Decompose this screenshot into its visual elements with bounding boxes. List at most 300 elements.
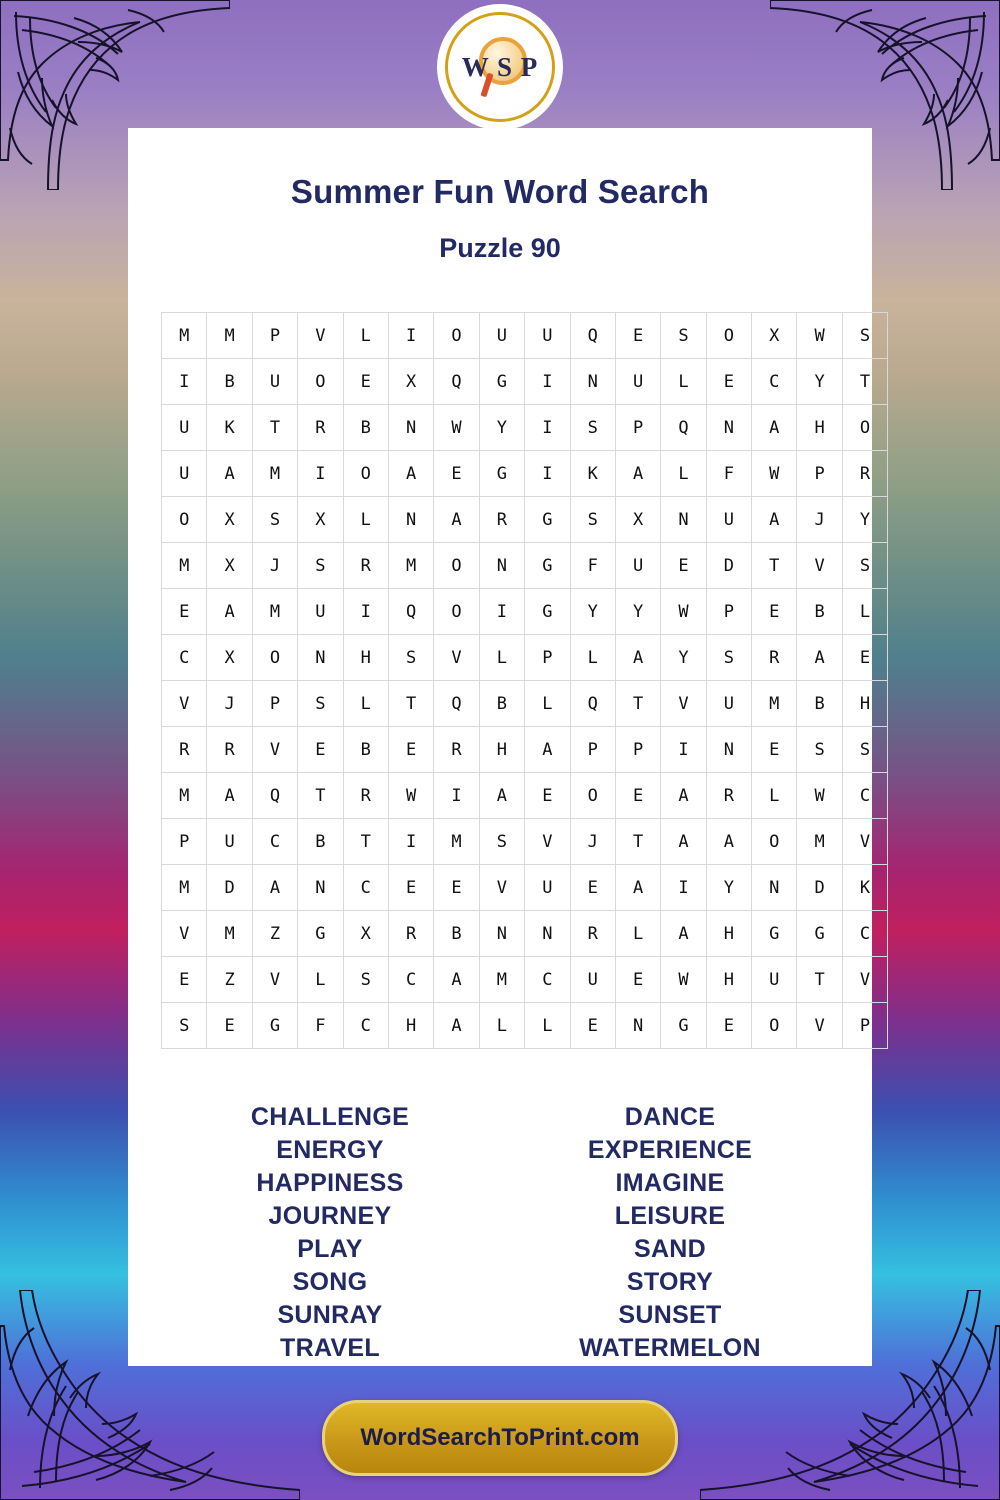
grid-cell[interactable]: E [752,727,797,773]
grid-cell[interactable]: L [343,313,388,359]
grid-cell[interactable]: W [797,773,842,819]
grid-cell[interactable]: S [842,543,887,589]
grid-cell[interactable]: I [661,727,706,773]
grid-cell[interactable]: W [661,957,706,1003]
website-badge[interactable] [322,1400,678,1476]
grid-cell[interactable]: U [252,359,297,405]
grid-cell[interactable]: U [525,313,570,359]
grid-cell[interactable]: E [615,313,660,359]
grid-cell[interactable]: X [207,635,252,681]
grid-cell[interactable]: J [252,543,297,589]
word-item[interactable]: EXPERIENCE [587,1136,753,1164]
grid-cell[interactable]: N [570,359,615,405]
grid-cell[interactable]: N [388,497,433,543]
grid-cell[interactable]: A [615,451,660,497]
grid-cell[interactable]: M [207,911,252,957]
grid-cell[interactable]: I [343,589,388,635]
grid-cell[interactable]: E [343,359,388,405]
grid-cell[interactable]: A [207,451,252,497]
grid-cell[interactable]: M [388,543,433,589]
grid-cell[interactable]: X [388,359,433,405]
grid-cell[interactable]: E [570,1003,615,1049]
grid-cell[interactable]: X [615,497,660,543]
grid-cell[interactable]: A [434,497,479,543]
grid-row [162,497,888,543]
grid-cell[interactable]: Q [434,359,479,405]
grid-cell[interactable]: R [162,727,207,773]
grid-cell[interactable]: T [252,405,297,451]
grid-cell[interactable]: H [706,957,751,1003]
grid-cell[interactable]: Q [661,405,706,451]
grid-cell[interactable]: L [298,957,343,1003]
grid-cell[interactable]: C [525,957,570,1003]
word-item[interactable]: SONG [292,1268,368,1296]
grid-cell[interactable]: Y [570,589,615,635]
grid-cell[interactable]: U [207,819,252,865]
grid-cell[interactable]: S [298,681,343,727]
grid-cell[interactable]: C [343,865,388,911]
grid-cell[interactable]: J [207,681,252,727]
grid-cell[interactable]: S [570,405,615,451]
grid-cell[interactable]: D [207,865,252,911]
grid-cell[interactable]: P [162,819,207,865]
grid-cell[interactable]: E [752,589,797,635]
grid-cell[interactable]: N [615,1003,660,1049]
grid-cell[interactable]: K [842,865,887,911]
letter-grid-body [162,313,888,1049]
grid-cell[interactable]: Y [842,497,887,543]
grid-cell[interactable]: P [252,313,297,359]
grid-cell[interactable]: H [706,911,751,957]
grid-cell[interactable]: D [797,865,842,911]
grid-cell[interactable]: P [842,1003,887,1049]
grid-cell[interactable]: C [252,819,297,865]
word-item[interactable]: TRAVEL [280,1334,380,1362]
grid-cell[interactable]: A [661,819,706,865]
grid-cell[interactable]: S [298,543,343,589]
grid-cell[interactable]: O [434,589,479,635]
grid-cell[interactable]: G [525,589,570,635]
word-item[interactable]: DANCE [624,1103,716,1131]
grid-cell[interactable]: S [388,635,433,681]
word-item[interactable]: WATERMELON [579,1334,761,1362]
grid-cell[interactable]: N [706,727,751,773]
grid-cell[interactable]: N [752,865,797,911]
grid-cell[interactable]: V [797,1003,842,1049]
grid-cell[interactable]: Y [706,865,751,911]
word-item[interactable]: JOURNEY [268,1202,392,1230]
grid-cell[interactable]: P [615,727,660,773]
grid-cell[interactable]: T [343,819,388,865]
grid-cell[interactable]: B [797,589,842,635]
word-item[interactable]: SUNRAY [277,1301,383,1329]
grid-cell[interactable]: R [479,497,524,543]
grid-cell[interactable]: R [207,727,252,773]
grid-cell[interactable]: E [615,773,660,819]
grid-cell[interactable]: L [479,1003,524,1049]
grid-cell[interactable]: L [479,635,524,681]
grid-cell[interactable]: A [434,1003,479,1049]
grid-cell[interactable]: Y [479,405,524,451]
grid-row [162,957,888,1003]
grid-row [162,451,888,497]
grid-cell[interactable]: L [570,635,615,681]
grid-cell[interactable]: B [343,405,388,451]
grid-cell[interactable]: I [525,359,570,405]
grid-row [162,865,888,911]
word-item[interactable]: SAND [633,1235,707,1263]
grid-cell[interactable]: B [343,727,388,773]
grid-cell[interactable]: P [706,589,751,635]
grid-cell[interactable]: R [343,543,388,589]
grid-cell[interactable]: D [706,543,751,589]
grid-row [162,773,888,819]
grid-cell[interactable]: V [797,543,842,589]
word-item[interactable]: LEISURE [614,1202,726,1230]
grid-cell[interactable]: L [661,451,706,497]
grid-cell[interactable]: C [343,1003,388,1049]
grid-cell[interactable]: V [252,957,297,1003]
grid-cell[interactable]: E [706,1003,751,1049]
grid-cell[interactable]: I [525,451,570,497]
word-item[interactable]: SUNSET [618,1301,722,1329]
grid-cell[interactable]: V [479,865,524,911]
grid-cell[interactable]: Q [570,681,615,727]
grid-cell[interactable]: A [706,819,751,865]
grid-cell[interactable]: G [298,911,343,957]
grid-row [162,1003,888,1049]
grid-cell[interactable]: U [298,589,343,635]
grid-cell[interactable]: R [388,911,433,957]
grid-cell[interactable]: F [570,543,615,589]
grid-cell[interactable]: R [434,727,479,773]
grid-row [162,405,888,451]
grid-cell[interactable]: M [252,589,297,635]
grid-cell[interactable]: E [706,359,751,405]
grid-cell[interactable]: R [570,911,615,957]
grid-cell[interactable]: L [842,589,887,635]
grid-cell[interactable]: S [162,1003,207,1049]
grid-cell[interactable]: A [615,635,660,681]
grid-cell[interactable]: X [343,911,388,957]
word-item[interactable]: HAPPINESS [256,1169,404,1197]
grid-cell[interactable]: B [298,819,343,865]
grid-cell[interactable]: H [479,727,524,773]
grid-cell[interactable]: U [706,681,751,727]
grid-cell[interactable]: M [752,681,797,727]
grid-cell[interactable]: O [752,819,797,865]
grid-cell[interactable]: P [525,635,570,681]
grid-cell[interactable]: P [615,405,660,451]
grid-row [162,635,888,681]
grid-cell[interactable]: M [162,543,207,589]
grid-cell[interactable]: R [706,773,751,819]
grid-cell[interactable]: Q [388,589,433,635]
grid-cell[interactable]: O [434,543,479,589]
grid-cell[interactable]: X [752,313,797,359]
grid-cell[interactable]: O [343,451,388,497]
grid-cell[interactable]: U [570,957,615,1003]
grid-cell[interactable]: G [525,497,570,543]
grid-cell[interactable]: L [661,359,706,405]
grid-cell[interactable]: G [525,543,570,589]
grid-cell[interactable]: V [842,819,887,865]
grid-cell[interactable]: U [615,359,660,405]
grid-cell[interactable]: I [388,313,433,359]
grid-cell[interactable]: P [252,681,297,727]
grid-cell[interactable]: Q [252,773,297,819]
grid-cell[interactable]: A [615,865,660,911]
grid-cell[interactable]: V [434,635,479,681]
grid-cell[interactable]: L [343,681,388,727]
grid-cell[interactable]: N [388,405,433,451]
grid-cell[interactable]: N [298,635,343,681]
word-item[interactable]: STORY [626,1268,714,1296]
grid-cell[interactable]: W [388,773,433,819]
grid-cell[interactable]: V [162,911,207,957]
grid-cell[interactable]: S [252,497,297,543]
grid-cell[interactable]: E [207,1003,252,1049]
grid-cell[interactable]: G [752,911,797,957]
grid-cell[interactable]: Q [434,681,479,727]
grid-cell[interactable]: B [434,911,479,957]
grid-cell[interactable]: N [479,911,524,957]
grid-cell[interactable]: A [661,773,706,819]
grid-cell[interactable]: E [842,635,887,681]
word-item[interactable]: PLAY [297,1235,363,1263]
word-item[interactable]: CHALLENGE [250,1103,410,1131]
grid-cell[interactable]: X [207,497,252,543]
grid-cell[interactable]: L [525,681,570,727]
grid-cell[interactable]: O [252,635,297,681]
grid-cell[interactable]: B [207,359,252,405]
grid-cell[interactable]: P [570,727,615,773]
grid-cell[interactable]: V [162,681,207,727]
grid-cell[interactable]: S [661,313,706,359]
grid-cell[interactable]: K [570,451,615,497]
grid-cell[interactable]: L [525,1003,570,1049]
letter-grid-container [161,312,871,1049]
grid-cell[interactable]: F [706,451,751,497]
grid-cell[interactable]: H [797,405,842,451]
grid-cell[interactable]: U [162,451,207,497]
grid-cell[interactable]: A [207,773,252,819]
grid-cell[interactable]: S [479,819,524,865]
logo-badge [441,8,559,126]
grid-cell[interactable]: G [661,1003,706,1049]
grid-cell[interactable]: A [434,957,479,1003]
grid-cell[interactable]: T [615,819,660,865]
grid-cell[interactable]: E [298,727,343,773]
grid-cell[interactable]: O [162,497,207,543]
grid-cell[interactable]: A [388,451,433,497]
grid-cell[interactable]: V [298,313,343,359]
grid-cell[interactable]: I [525,405,570,451]
grid-cell[interactable]: E [615,957,660,1003]
grid-cell[interactable]: G [479,359,524,405]
grid-cell[interactable]: U [752,957,797,1003]
grid-cell[interactable]: S [842,313,887,359]
grid-cell[interactable]: S [797,727,842,773]
grid-row [162,359,888,405]
grid-cell[interactable]: N [479,543,524,589]
grid-row [162,313,888,359]
letter-grid[interactable] [161,312,888,1049]
grid-cell[interactable]: U [479,313,524,359]
grid-cell[interactable]: C [162,635,207,681]
word-list [180,1101,820,1365]
grid-cell[interactable]: T [842,359,887,405]
grid-cell[interactable]: U [706,497,751,543]
grid-cell[interactable]: S [706,635,751,681]
grid-cell[interactable]: V [252,727,297,773]
grid-cell[interactable]: R [752,635,797,681]
grid-cell[interactable]: V [525,819,570,865]
grid-cell[interactable]: C [752,359,797,405]
grid-cell[interactable]: T [388,681,433,727]
grid-cell[interactable]: O [434,313,479,359]
grid-cell[interactable]: X [207,543,252,589]
grid-cell[interactable]: N [525,911,570,957]
grid-cell[interactable]: G [479,451,524,497]
grid-cell[interactable]: B [797,681,842,727]
grid-row [162,543,888,589]
grid-cell[interactable]: G [252,1003,297,1049]
grid-cell[interactable]: E [434,451,479,497]
grid-cell[interactable]: A [752,497,797,543]
grid-cell[interactable]: E [388,727,433,773]
grid-cell[interactable]: C [388,957,433,1003]
grid-cell[interactable]: Y [661,635,706,681]
grid-cell[interactable]: E [162,957,207,1003]
grid-cell[interactable]: X [298,497,343,543]
grid-cell[interactable]: W [752,451,797,497]
word-list-right-column [520,1101,820,1365]
grid-cell[interactable]: N [298,865,343,911]
grid-cell[interactable]: M [162,313,207,359]
grid-cell[interactable]: I [661,865,706,911]
grid-cell[interactable]: U [525,865,570,911]
grid-cell[interactable]: B [479,681,524,727]
grid-cell[interactable]: N [706,405,751,451]
grid-cell[interactable]: J [797,497,842,543]
grid-cell[interactable]: V [661,681,706,727]
grid-cell[interactable]: Y [615,589,660,635]
grid-cell[interactable]: O [570,773,615,819]
grid-cell[interactable]: R [842,451,887,497]
grid-cell[interactable]: T [615,681,660,727]
grid-cell[interactable]: S [343,957,388,1003]
word-item[interactable]: ENERGY [276,1136,384,1164]
grid-cell[interactable]: M [252,451,297,497]
grid-cell[interactable]: U [615,543,660,589]
grid-cell[interactable]: G [797,911,842,957]
grid-cell[interactable]: U [162,405,207,451]
grid-cell[interactable]: Y [797,359,842,405]
grid-cell[interactable]: W [434,405,479,451]
grid-cell[interactable]: L [343,497,388,543]
grid-cell[interactable]: E [661,543,706,589]
grid-cell[interactable]: O [842,405,887,451]
grid-cell[interactable]: Z [252,911,297,957]
grid-cell[interactable]: I [298,451,343,497]
grid-row [162,911,888,957]
grid-cell[interactable]: R [298,405,343,451]
grid-cell[interactable]: H [842,681,887,727]
grid-cell[interactable]: E [525,773,570,819]
grid-cell[interactable]: S [842,727,887,773]
grid-cell[interactable]: A [207,589,252,635]
grid-cell[interactable]: E [388,865,433,911]
grid-cell[interactable]: A [479,773,524,819]
grid-row [162,727,888,773]
logo-ring [445,12,555,122]
word-item[interactable]: IMAGINE [615,1169,725,1197]
grid-cell[interactable]: O [298,359,343,405]
grid-cell[interactable]: A [252,865,297,911]
grid-cell[interactable]: F [298,1003,343,1049]
grid-cell[interactable]: M [162,865,207,911]
grid-cell[interactable]: H [343,635,388,681]
grid-cell[interactable]: T [752,543,797,589]
grid-cell[interactable]: I [434,773,479,819]
grid-cell[interactable]: P [797,451,842,497]
puzzle-sheet [128,128,872,1366]
grid-cell[interactable]: W [661,589,706,635]
grid-cell[interactable]: N [661,497,706,543]
grid-cell[interactable]: C [842,911,887,957]
grid-cell[interactable]: L [615,911,660,957]
grid-cell[interactable]: S [570,497,615,543]
grid-cell[interactable]: M [162,773,207,819]
grid-row [162,819,888,865]
grid-cell[interactable]: I [388,819,433,865]
grid-cell[interactable]: M [434,819,479,865]
website-url: WordSearchToPrint.com [360,1424,640,1451]
grid-cell[interactable]: T [298,773,343,819]
grid-cell[interactable]: M [797,819,842,865]
grid-cell[interactable]: H [388,1003,433,1049]
grid-cell[interactable]: A [797,635,842,681]
puzzle-number: Puzzle 90 [439,233,561,263]
grid-cell[interactable]: M [207,313,252,359]
grid-cell[interactable]: V [842,957,887,1003]
grid-cell[interactable]: T [797,957,842,1003]
logo-text: W S P [461,51,539,82]
grid-cell[interactable]: A [752,405,797,451]
grid-cell[interactable]: E [434,865,479,911]
grid-cell[interactable]: I [479,589,524,635]
grid-cell[interactable]: W [797,313,842,359]
grid-row [162,589,888,635]
grid-cell[interactable]: M [479,957,524,1003]
grid-cell[interactable]: A [525,727,570,773]
grid-cell[interactable]: C [842,773,887,819]
grid-cell[interactable]: R [343,773,388,819]
grid-cell[interactable]: E [570,865,615,911]
grid-cell[interactable]: A [661,911,706,957]
grid-cell[interactable]: Z [207,957,252,1003]
word-list-left-column [180,1101,480,1365]
grid-cell[interactable]: J [570,819,615,865]
grid-cell[interactable]: L [752,773,797,819]
grid-cell[interactable]: O [706,313,751,359]
grid-cell[interactable]: K [207,405,252,451]
grid-cell[interactable]: O [752,1003,797,1049]
grid-cell[interactable]: E [162,589,207,635]
grid-cell[interactable]: I [162,359,207,405]
grid-cell[interactable]: Q [570,313,615,359]
